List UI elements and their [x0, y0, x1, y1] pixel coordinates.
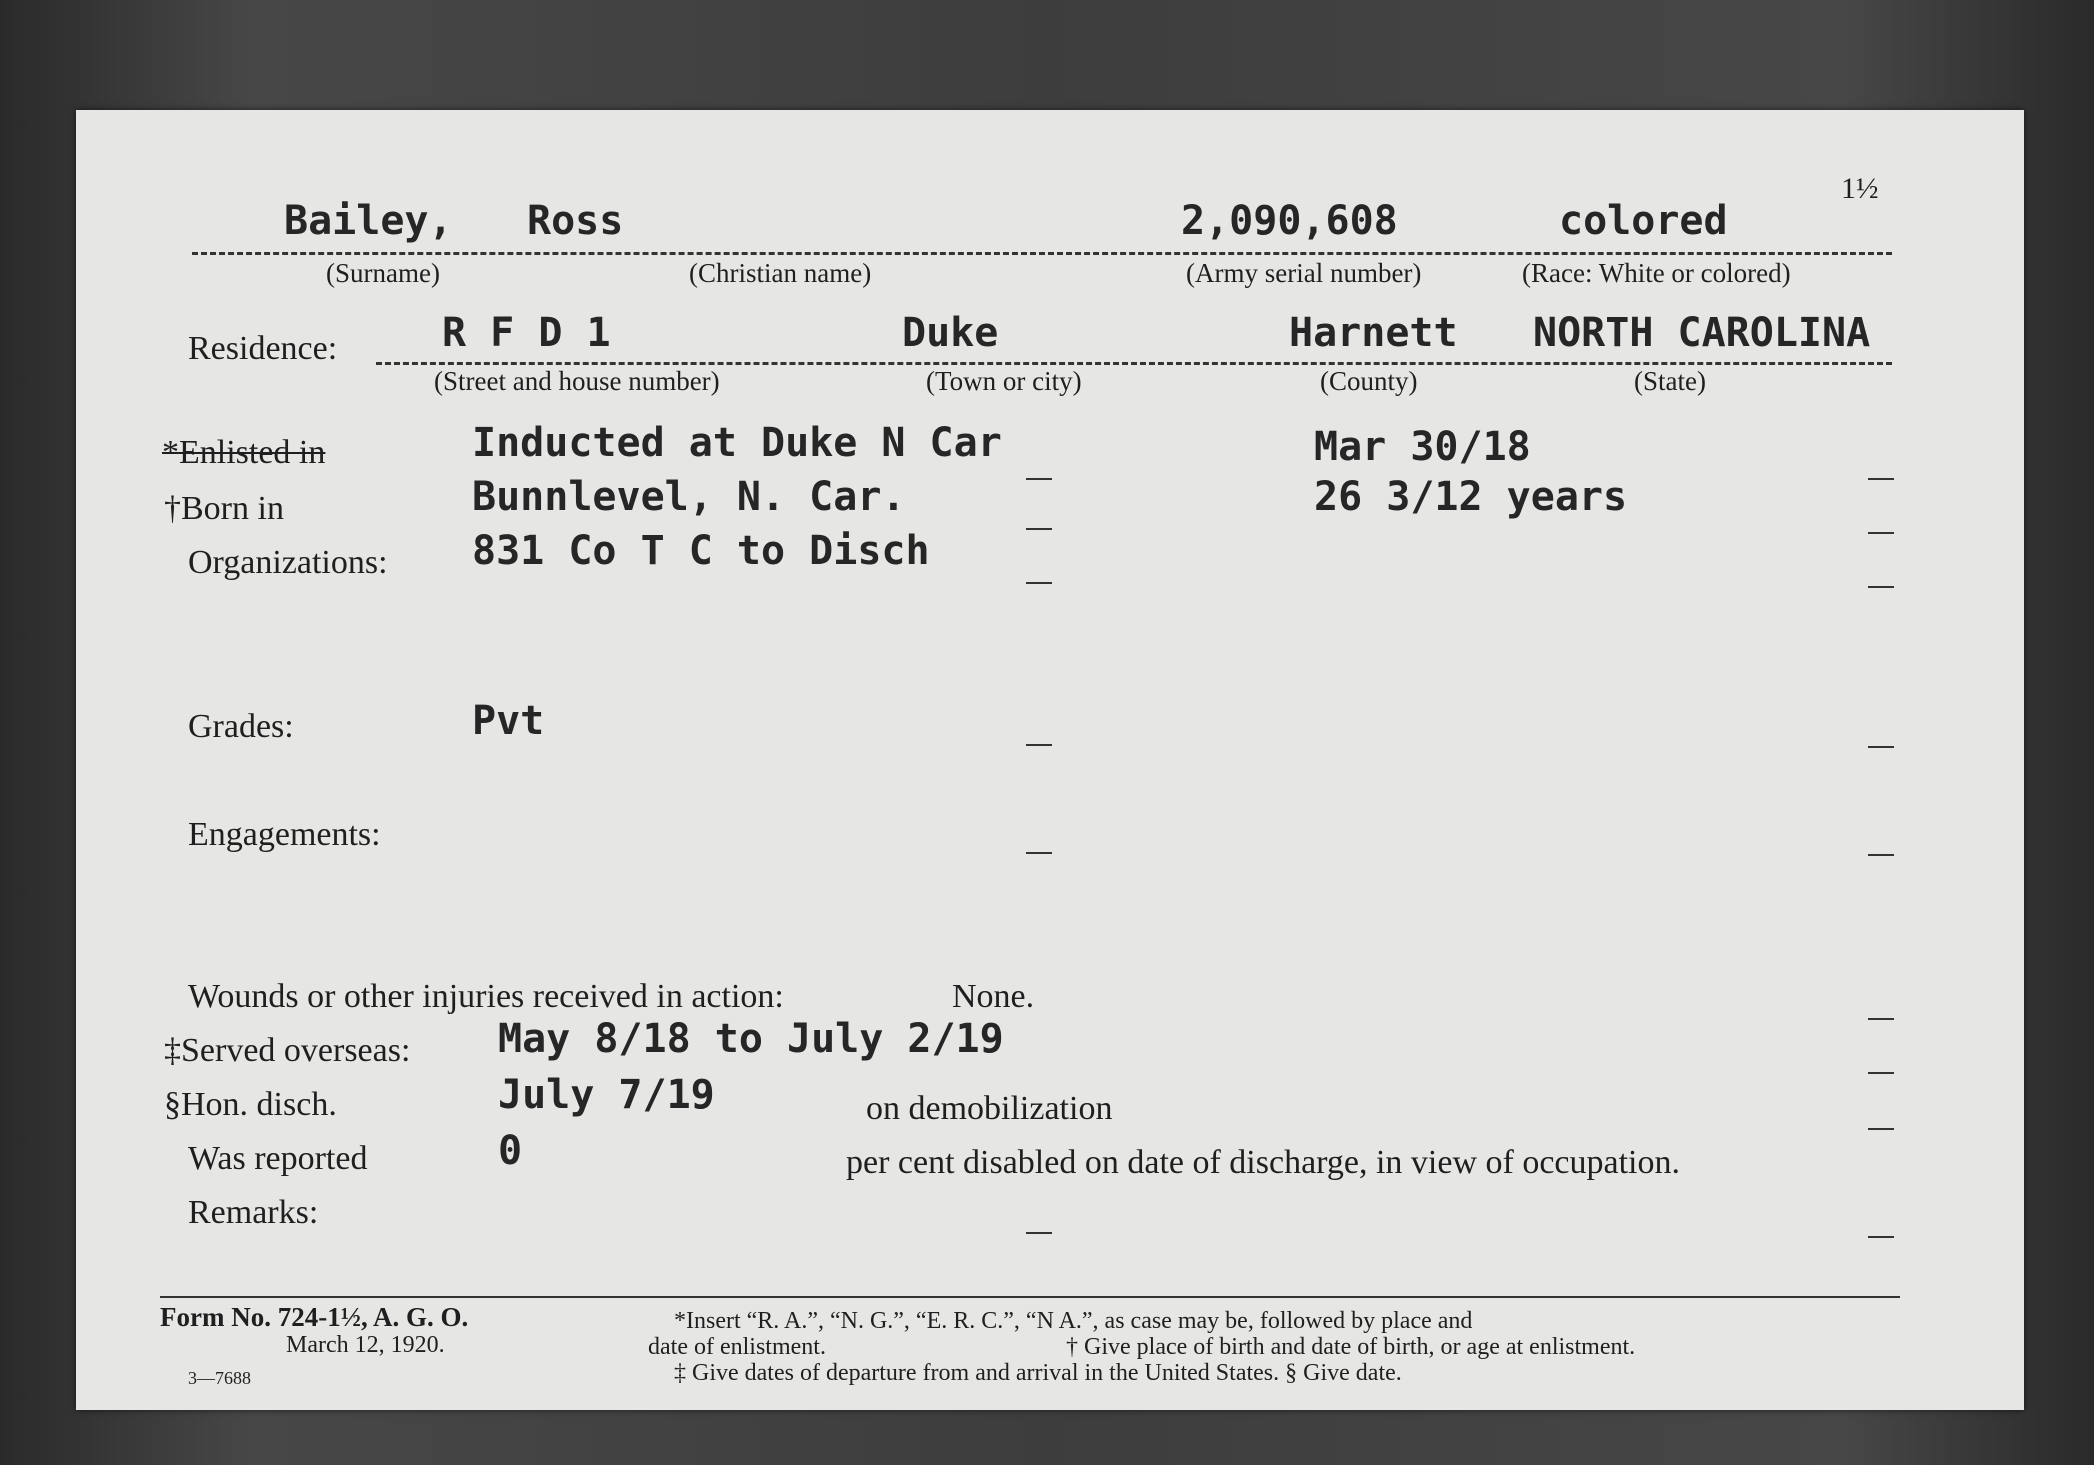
- race-caption: (Race: White or colored): [1522, 258, 1791, 288]
- organizations-value: 831 Co T C to Disch: [472, 528, 930, 574]
- born-label: †Born in: [164, 490, 284, 527]
- born-age-value: 26 3/12 years: [1314, 474, 1628, 520]
- surname-value: Bailey,: [284, 198, 453, 244]
- street-value: R F D 1: [442, 310, 611, 356]
- enlisted-date-value: Mar 30/18: [1314, 424, 1531, 470]
- christian-name-value: Ross: [527, 198, 624, 244]
- field-tick: [1868, 1018, 1894, 1020]
- field-tick: [1026, 744, 1052, 746]
- disability-percent-value: 0: [498, 1128, 523, 1174]
- enlisted-value: Inducted at Duke N Car: [472, 420, 1002, 466]
- wounds-value: None.: [952, 978, 1035, 1015]
- name-dashed-rule: [192, 252, 1892, 255]
- field-tick: [1026, 852, 1052, 854]
- field-tick: [1868, 854, 1894, 856]
- town-caption: (Town or city): [926, 366, 1082, 396]
- born-value: Bunnlevel, N. Car.: [472, 474, 906, 520]
- serial-number-caption: (Army serial number): [1186, 258, 1422, 288]
- wounds-label: Wounds or other injuries received in action:: [188, 978, 784, 1015]
- field-tick: [1868, 1128, 1894, 1130]
- field-tick: [1026, 528, 1052, 530]
- served-overseas-label: ‡Served overseas:: [164, 1032, 411, 1069]
- organizations-label: Organizations:: [188, 544, 388, 581]
- grades-value: Pvt: [472, 698, 545, 744]
- surname-caption: (Surname): [326, 258, 440, 288]
- footer-note-2b: † Give place of birth and date of birth, or age at enlistment.: [1066, 1334, 1636, 1360]
- demobilization-note: on demobilization: [866, 1090, 1113, 1127]
- was-reported-label: Was reported: [188, 1140, 368, 1177]
- field-tick: [1026, 1232, 1052, 1234]
- engagements-label: Engagements:: [188, 816, 381, 853]
- state-caption: (State): [1634, 366, 1706, 396]
- footer-rule: [160, 1296, 1900, 1298]
- field-tick: [1868, 746, 1894, 748]
- residence-label: Residence:: [188, 330, 338, 367]
- served-overseas-value: May 8/18 to July 2/19: [498, 1016, 1004, 1062]
- form-number: Form No. 724-1½, A. G. O.: [160, 1302, 469, 1332]
- field-tick: [1868, 532, 1894, 534]
- field-tick: [1026, 582, 1052, 584]
- disability-note: per cent disabled on date of discharge, in view of occupation.: [846, 1144, 1680, 1181]
- remarks-label: Remarks:: [188, 1194, 319, 1231]
- serial-number-value: 2,090,608: [1181, 198, 1398, 244]
- street-caption: (Street and house number): [434, 366, 720, 396]
- footer-note-3: ‡ Give dates of departure from and arrival in the United States. § Give date.: [674, 1360, 1402, 1386]
- field-tick: [1868, 586, 1894, 588]
- county-value: Harnett: [1289, 310, 1458, 356]
- form-date: March 12, 1920.: [286, 1332, 445, 1358]
- field-tick: [1868, 1072, 1894, 1074]
- service-record-card: [76, 110, 2024, 1410]
- footer-note-2a: date of enlistment.: [648, 1334, 826, 1360]
- print-code: 3—7688: [188, 1368, 251, 1388]
- hon-disch-label: §Hon. disch.: [164, 1086, 337, 1123]
- enlisted-label: *Enlisted in: [162, 434, 326, 471]
- corner-mark: 1½: [1841, 172, 1879, 205]
- town-value: Duke: [902, 310, 999, 356]
- hon-disch-value: July 7/19: [498, 1072, 715, 1118]
- field-tick: [1026, 478, 1052, 480]
- county-caption: (County): [1320, 366, 1418, 396]
- field-tick: [1868, 1236, 1894, 1238]
- field-tick: [1868, 478, 1894, 480]
- state-value: NORTH CAROLINA: [1533, 310, 1871, 356]
- christian-name-caption: (Christian name): [689, 258, 872, 288]
- grades-label: Grades:: [188, 708, 294, 745]
- footer-note-1: *Insert “R. A.”, “N. G.”, “E. R. C.”, “N A.”, as case may be, followed by place and: [674, 1308, 1473, 1334]
- race-value: colored: [1559, 198, 1728, 244]
- residence-dashed-rule: [376, 362, 1892, 365]
